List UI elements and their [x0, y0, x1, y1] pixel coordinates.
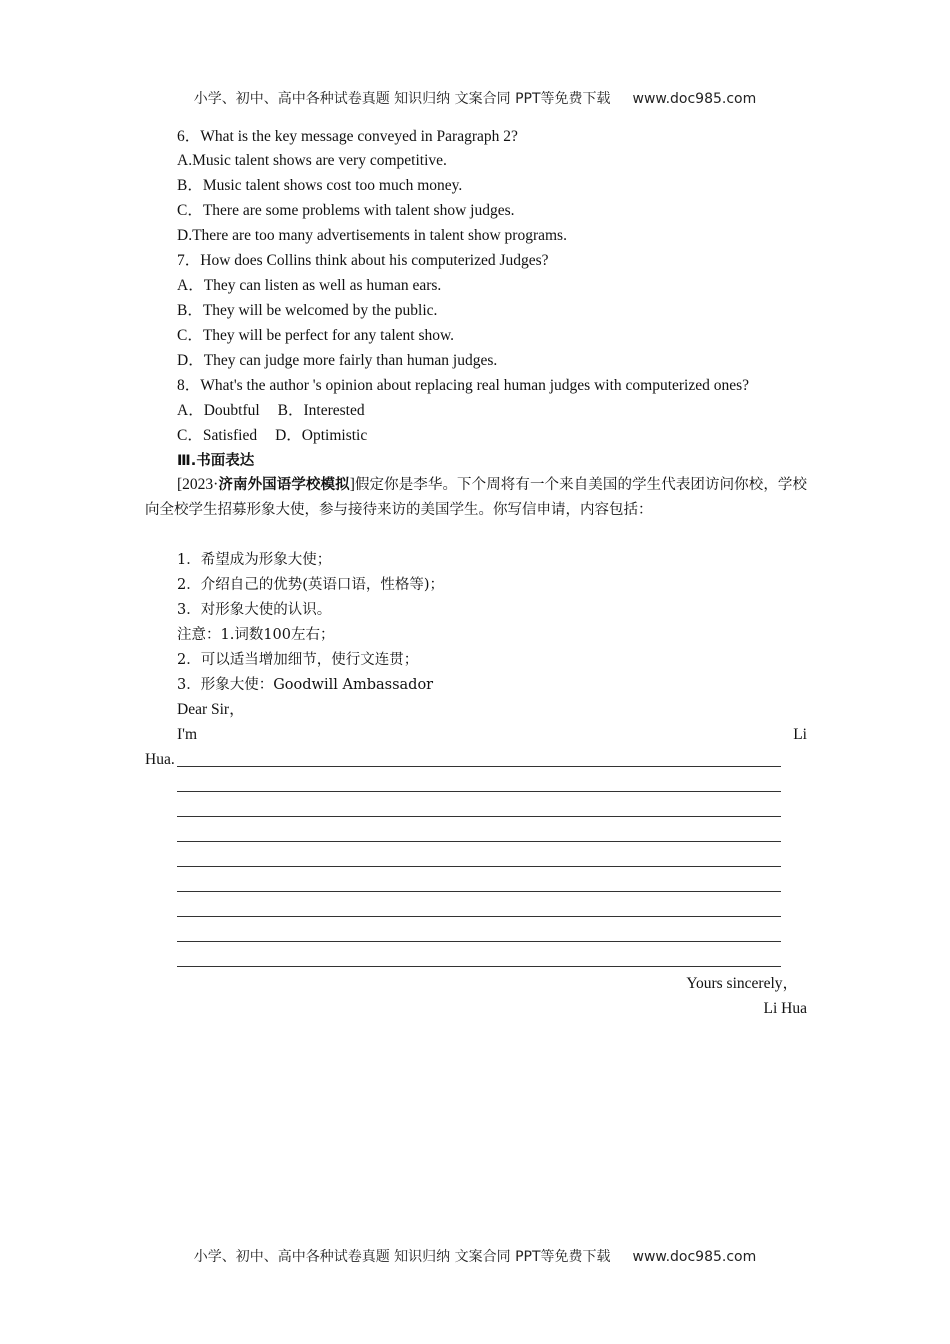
- answer-line[interactable]: [177, 791, 781, 792]
- content-point-2: 2．介绍自己的优势(英语口语，性格等)；: [177, 577, 445, 593]
- q7-stem: 7．How does Collins think about his computerized Judges?: [177, 252, 549, 269]
- letter-closing: Yours sincerely，: [686, 975, 798, 992]
- answer-line[interactable]: [177, 941, 781, 942]
- q6-stem: 6．What is the key message conveyed in Paragraph 2?: [177, 128, 518, 145]
- footer-text: 小学、初中、高中各种试卷真题 知识归纳 文案合同 PPT等免费下载: [193, 1249, 611, 1265]
- page-footer: [0, 1246, 950, 1266]
- q6-option-a: A.Music talent shows are very competitive.: [177, 152, 447, 169]
- q8-option-a: A．Doubtful: [177, 402, 260, 419]
- q6-option-b: B．Music talent shows cost too much money.: [177, 177, 463, 194]
- q7-option-d: D．They can judge more fairly than human judges.: [177, 352, 498, 369]
- answer-line[interactable]: [177, 891, 781, 892]
- q7-option-c: C．They will be perfect for any talent show.: [177, 327, 455, 344]
- letter-greeting: Dear Sir，: [177, 701, 245, 718]
- q8-options-row2: [177, 426, 367, 446]
- answer-line[interactable]: [177, 816, 781, 817]
- letter-opening-name-hua: Hua.: [145, 751, 175, 768]
- q8-option-c: C．Satisfied: [177, 427, 258, 444]
- source-school: 济南外国语学校模拟: [218, 477, 350, 493]
- writing-section-title: Ⅲ.书面表达: [177, 453, 255, 469]
- q6-option-c: C．There are some problems with talent show judges.: [177, 202, 515, 219]
- content-point-1: 1．希望成为形象大使；: [177, 552, 332, 568]
- answer-line[interactable]: [177, 841, 781, 842]
- letter-opening-name-li: Li: [793, 726, 807, 743]
- q7-option-b: B．They will be welcomed by the public.: [177, 302, 438, 319]
- q6-option-d: D.There are too many advertisements in talent show programs.: [177, 227, 567, 244]
- content-point-3: 3．对形象大使的认识。: [177, 602, 332, 618]
- q8-option-d: D．Optimistic: [275, 427, 368, 444]
- header-url[interactable]: www.doc985.com: [632, 91, 757, 107]
- source-close: ]: [349, 476, 355, 493]
- letter-signature: Li Hua: [763, 1000, 807, 1017]
- writing-prompt: [145, 472, 807, 523]
- q8-options-row1: [177, 401, 365, 421]
- header-text: 小学、初中、高中各种试卷真题 知识归纳 文案合同 PPT等免费下载: [193, 91, 611, 107]
- q8-option-b: B．Interested: [277, 402, 365, 419]
- answer-line[interactable]: [177, 966, 781, 967]
- answer-line[interactable]: [177, 916, 781, 917]
- letter-opening-start: I'm: [177, 726, 198, 743]
- answer-line[interactable]: [177, 866, 781, 867]
- source-open: [2023·: [177, 476, 219, 493]
- note-1: 注意：1.词数100左右；: [177, 627, 335, 643]
- note-3: 3．形象大使：Goodwill Ambassador: [177, 677, 434, 693]
- note-2: 2．可以适当增加细节，使行文连贯；: [177, 652, 419, 668]
- q7-option-a: A．They can listen as well as human ears.: [177, 277, 442, 294]
- answer-line[interactable]: [177, 766, 781, 767]
- footer-url[interactable]: www.doc985.com: [632, 1249, 757, 1265]
- page-header: [0, 88, 950, 108]
- q8-stem: 8．What's the author 's opinion about replacing real human judges with computerized ones?: [177, 377, 750, 394]
- prompt-text: 假定你是李华。下个周将有一个来自美国的学生代表团访问你校，学校向全校学生招募形象大使，参与接待来访的美国学生。你写信申请，内容包括：: [145, 477, 808, 518]
